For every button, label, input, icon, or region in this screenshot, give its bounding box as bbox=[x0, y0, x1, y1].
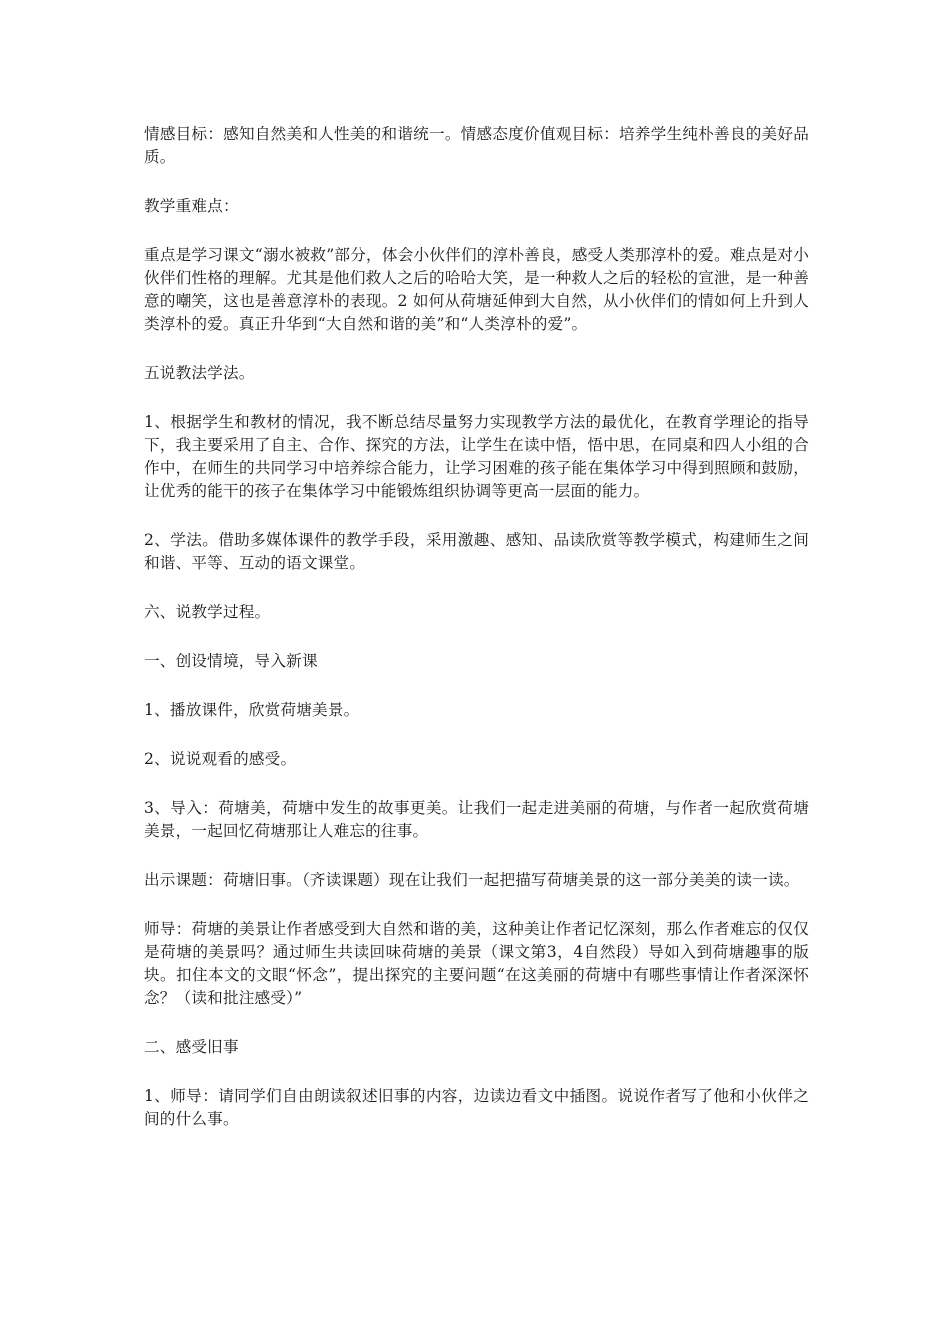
paragraph-step-2-1: 1、师导：请同学们自由朗读叙述旧事的内容，边读边看文中插图。说说作者写了他和小伙伴之间的什么事。 bbox=[144, 1087, 809, 1128]
paragraph-step-1-3: 3、导入：荷塘美，荷塘中发生的故事更美。让我们一起走进美丽的荷塘，与作者一起欣赏荷塘美景，一起回忆荷塘那让人难忘的往事。 bbox=[144, 799, 809, 840]
paragraph-show-title: 出示课题：荷塘旧事。（齐读课题）现在让我们一起把描写荷塘美景的这一部分美美的读一读。 bbox=[144, 871, 800, 889]
paragraph-method-1: 1、根据学生和教材的情况，我不断总结尽量努力实现教学方法的最优化，在教育学理论的指导下，我主要采用了自主、合作、探究的方法，让学生在读中悟，悟中思，在同桌和四人小组的合作中，在师生的共同学习中培养综合能力，让学习困难的孩子能在集体学习中得到照顾和鼓励，让优秀的能干的孩子在集体学习中能锻炼组织协调等更高一层面的能力。 bbox=[144, 413, 809, 500]
heading-step-one: 一、创设情境，导入新课 bbox=[144, 652, 318, 670]
document-body bbox=[144, 123, 809, 1157]
paragraph-method-2: 2、学法。借助多媒体课件的教学手段，采用激趣、感知、品读欣赏等教学模式，构建师生之间和谐、平等、互动的语文课堂。 bbox=[144, 531, 809, 572]
heading-teaching-methods: 五说教法学法。 bbox=[144, 364, 255, 382]
paragraph-emotion-goal: 情感目标：感知自然美和人性美的和谐统一。情感态度价值观目标：培养学生纯朴善良的美好品质。 bbox=[144, 125, 809, 166]
heading-key-difficulties: 教学重难点： bbox=[144, 197, 239, 215]
paragraph-key-points: 重点是学习课文“溺水被救”部分，体会小伙伴们的淳朴善良，感受人类那淳朴的爱。难点是对小伙伴们性格的理解。尤其是他们救人之后的哈哈大笑，是一种救人之后的轻松的宣泄，是一种善意的嘲笑，这也是善意淳朴的表现。2 如何从荷塘延伸到大自然，从小伙伴们的情如何上升到人类淳朴的爱。真正升华到“大自然和谐的美”和“人类淳朴的爱”。 bbox=[144, 246, 809, 333]
heading-teaching-process: 六、说教学过程。 bbox=[144, 603, 271, 621]
paragraph-step-1-2: 2、说说观看的感受。 bbox=[144, 750, 297, 768]
heading-step-two: 二、感受旧事 bbox=[144, 1038, 239, 1056]
paragraph-step-1-1: 1、播放课件，欣赏荷塘美景。 bbox=[144, 701, 360, 719]
paragraph-teacher-guide: 师导：荷塘的美景让作者感受到大自然和谐的美，这种美让作者记忆深刻，那么作者难忘的仅仅是荷塘的美景吗？通过师生共读回味荷塘的美景（课文第3，4自然段）导如入到荷塘趣事的版块。扣住本文的文眼“怀念”，提出探究的主要问题“在这美丽的荷塘中有哪些事情让作者深深怀念？（读和批注感受）” bbox=[144, 920, 809, 1007]
